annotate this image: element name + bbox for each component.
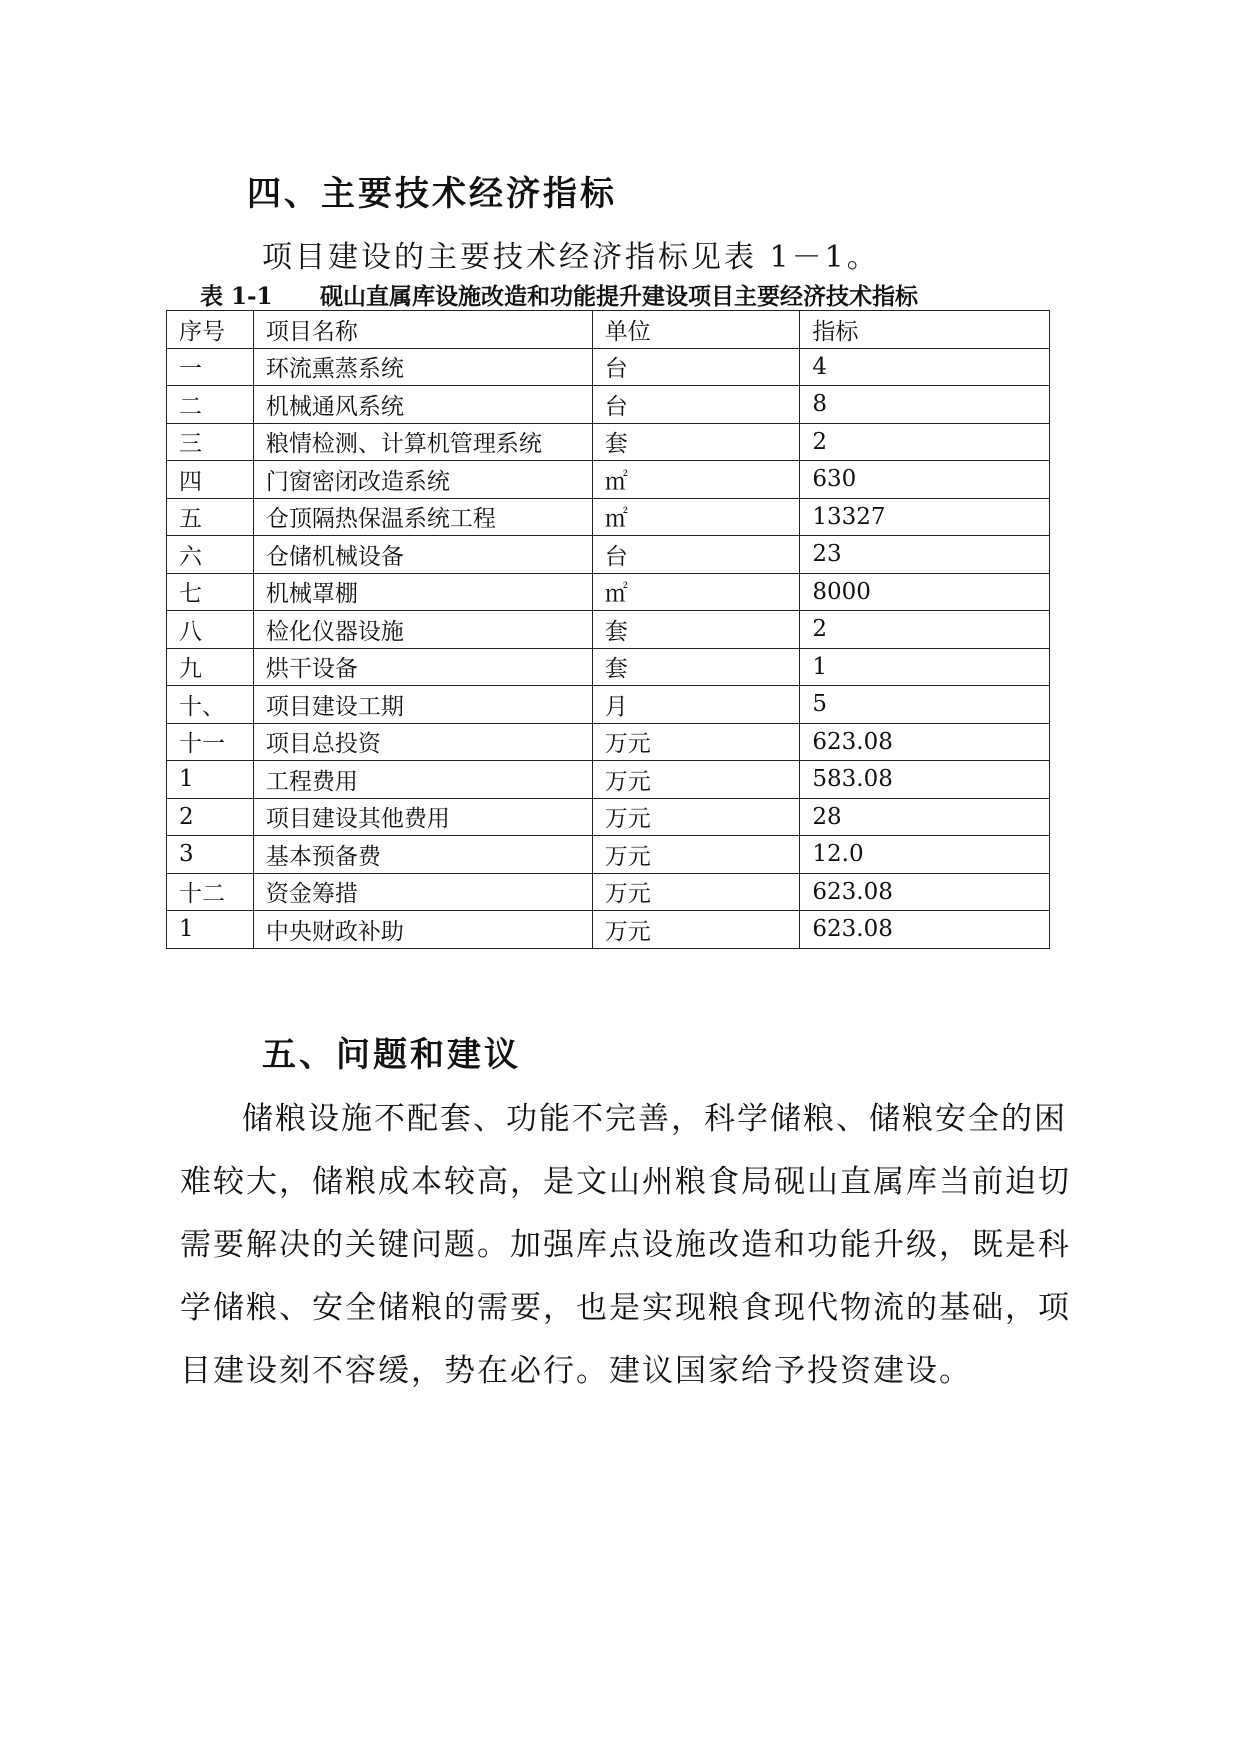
cell-value: 630 <box>800 461 1050 499</box>
cell-item: 中央财政补助 <box>253 911 592 949</box>
table-row <box>167 873 1050 911</box>
cell-index: 3 <box>167 836 254 874</box>
cell-index: 一 <box>167 348 254 386</box>
cell-unit: 万元 <box>592 836 800 874</box>
cell-index: 六 <box>167 536 254 574</box>
cell-unit: 万元 <box>592 761 800 799</box>
table-row <box>167 761 1050 799</box>
section-heading-suggestions: 五、问题和建议 <box>262 1035 521 1075</box>
cell-index: 五 <box>167 498 254 536</box>
cell-index: 八 <box>167 611 254 649</box>
cell-value: 1 <box>800 648 1050 686</box>
cell-unit: 套 <box>592 611 800 649</box>
indicators-table <box>166 310 1050 949</box>
cell-item: 烘干设备 <box>253 648 592 686</box>
cell-unit: ㎡ <box>592 573 800 611</box>
section-heading-indicators: 四、主要技术经济指标 <box>247 174 617 214</box>
cell-unit: 月 <box>592 686 800 724</box>
table-row <box>167 723 1050 761</box>
cell-unit: 万元 <box>592 798 800 836</box>
table-row <box>167 648 1050 686</box>
cell-item: 仓储机械设备 <box>253 536 592 574</box>
cell-value: 23 <box>800 536 1050 574</box>
cell-unit: 万元 <box>592 723 800 761</box>
table-row <box>167 611 1050 649</box>
cell-unit: 台 <box>592 386 800 424</box>
cell-value: 623.08 <box>800 723 1050 761</box>
cell-item: 机械罩棚 <box>253 573 592 611</box>
paragraph-line: 需要解决的关键问题。加强库点设施改造和功能升级，既是科 <box>180 1227 1071 1263</box>
cell-index: 七 <box>167 573 254 611</box>
cell-value: 4 <box>800 348 1050 386</box>
cell-value: 623.08 <box>800 911 1050 949</box>
paragraph-line: 难较大，储粮成本较高，是文山州粮食局砚山直属库当前迫切 <box>180 1164 1071 1200</box>
table-header-row <box>167 311 1050 349</box>
paragraph-line: 储粮设施不配套、功能不完善，科学储粮、储粮安全的困 <box>242 1101 1067 1137</box>
table-row <box>167 836 1050 874</box>
cell-value: 12.0 <box>800 836 1050 874</box>
cell-item: 门窗密闭改造系统 <box>253 461 592 499</box>
table-caption <box>200 278 918 311</box>
cell-unit: 套 <box>592 423 800 461</box>
header-cell-index: 序号 <box>167 311 254 349</box>
cell-item: 机械通风系统 <box>253 386 592 424</box>
table-row <box>167 461 1050 499</box>
cell-unit: 台 <box>592 536 800 574</box>
cell-index: 九 <box>167 648 254 686</box>
header-cell-value: 指标 <box>800 311 1050 349</box>
cell-index: 十、 <box>167 686 254 724</box>
cell-value: 583.08 <box>800 761 1050 799</box>
table-row <box>167 573 1050 611</box>
suggestion-paragraph <box>180 1088 1080 1403</box>
cell-index: 四 <box>167 461 254 499</box>
cell-item: 资金筹措 <box>253 873 592 911</box>
table-row <box>167 348 1050 386</box>
cell-value: 28 <box>800 798 1050 836</box>
table-intro-text: 项目建设的主要技术经济指标见表 1－1。 <box>262 240 880 275</box>
cell-item: 项目总投资 <box>253 723 592 761</box>
cell-index: 十一 <box>167 723 254 761</box>
table-row <box>167 423 1050 461</box>
table-body <box>167 348 1050 948</box>
cell-item: 项目建设工期 <box>253 686 592 724</box>
table-row <box>167 686 1050 724</box>
table-caption-number: 表 1-1 <box>200 283 273 310</box>
cell-value: 13327 <box>800 498 1050 536</box>
cell-unit: 套 <box>592 648 800 686</box>
cell-value: 623.08 <box>800 873 1050 911</box>
header-cell-unit: 单位 <box>592 311 800 349</box>
cell-item: 粮情检测、计算机管理系统 <box>253 423 592 461</box>
cell-value: 2 <box>800 423 1050 461</box>
cell-index: 1 <box>167 911 254 949</box>
cell-value: 8 <box>800 386 1050 424</box>
cell-index: 十二 <box>167 873 254 911</box>
header-cell-item: 项目名称 <box>253 311 592 349</box>
cell-index: 2 <box>167 798 254 836</box>
cell-item: 检化仪器设施 <box>253 611 592 649</box>
table-row <box>167 498 1050 536</box>
cell-index: 二 <box>167 386 254 424</box>
cell-item: 仓顶隔热保温系统工程 <box>253 498 592 536</box>
cell-unit: 万元 <box>592 873 800 911</box>
cell-unit: ㎡ <box>592 461 800 499</box>
cell-item: 基本预备费 <box>253 836 592 874</box>
cell-value: 8000 <box>800 573 1050 611</box>
cell-index: 三 <box>167 423 254 461</box>
cell-value: 5 <box>800 686 1050 724</box>
table-row <box>167 386 1050 424</box>
paragraph-line: 学储粮、安全储粮的需要，也是实现粮食现代物流的基础，项 <box>180 1290 1071 1326</box>
cell-item: 环流熏蒸系统 <box>253 348 592 386</box>
cell-item: 项目建设其他费用 <box>253 798 592 836</box>
cell-unit: 台 <box>592 348 800 386</box>
cell-value: 2 <box>800 611 1050 649</box>
cell-item: 工程费用 <box>253 761 592 799</box>
cell-unit: 万元 <box>592 911 800 949</box>
table-row <box>167 536 1050 574</box>
cell-index: 1 <box>167 761 254 799</box>
cell-unit: ㎡ <box>592 498 800 536</box>
table-caption-title: 砚山直属库设施改造和功能提升建设项目主要经济技术指标 <box>320 283 918 310</box>
paragraph-line: 目建设刻不容缓，势在必行。建议国家给予投资建设。 <box>180 1353 972 1389</box>
table-row <box>167 798 1050 836</box>
table-row <box>167 911 1050 949</box>
